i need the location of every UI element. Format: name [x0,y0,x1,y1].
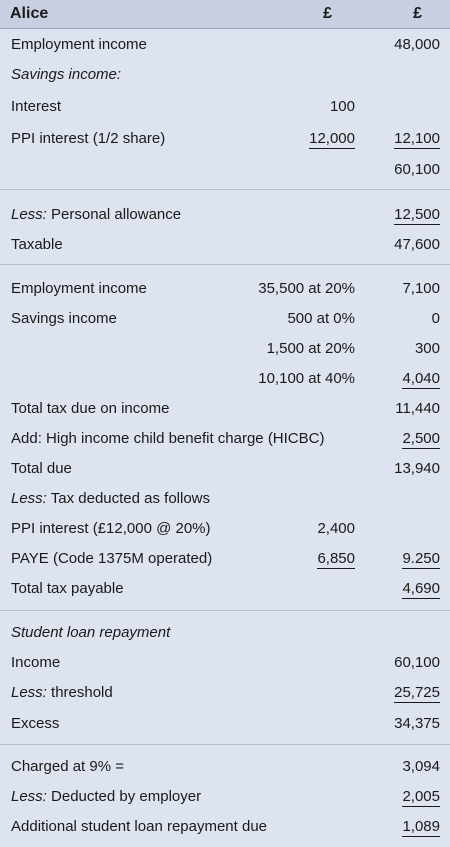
section-divider [0,264,450,265]
row-label: Total tax payable [11,580,124,597]
less-prefix: Less: [11,684,47,701]
row-amount: 48,000 [394,36,440,53]
section-divider [0,610,450,611]
row-label [11,206,181,223]
column-header-mid: £ [323,5,332,22]
row-label: Savings income: [11,66,122,83]
taxpayer-name: Alice [10,5,49,22]
row-label: Excess [11,715,60,732]
row-amount: 7,100 [402,280,440,297]
row-label: Savings income [11,310,117,327]
row-taxable [0,234,450,256]
row-amount: 34,375 [394,715,440,732]
row-amount: 60,100 [394,161,440,178]
row-label: Taxable [11,236,63,253]
row-student-loan-heading [0,622,450,644]
row-label: Student loan repayment [11,624,171,641]
row-label: Employment income [11,280,147,297]
row-label: PPI interest (£12,000 @ 20%) [11,520,211,537]
row-amount: 12,100 [394,130,440,147]
row-mid-amount: 12,000 [309,130,355,147]
row-sl-excess [0,713,450,735]
row-amount: 0 [431,310,440,327]
row-amount: 4,040 [402,370,440,387]
row-amount: 13,940 [394,460,440,477]
row-mid-amount: 1,500 at 20% [266,340,355,357]
row-tax-savings-0 [0,308,450,330]
row-amount: 47,600 [394,236,440,253]
row-sl-income [0,652,450,674]
less-prefix: Less: [11,490,47,507]
row-label: Add: High income child benefit charge (HICBC) [11,430,325,447]
row-sl-threshold [0,682,450,704]
section-divider [0,189,450,190]
row-personal-allowance [0,204,450,226]
row-sl-charged [0,756,450,778]
row-amount: 300 [414,340,440,357]
row-label: Total due [11,460,72,477]
row-ppi-deducted [0,518,450,540]
label-text: Personal allowance [46,206,182,223]
row-label: Additional student loan repayment due [11,818,268,835]
row-tax-savings-40 [0,368,450,390]
row-total-tax-due [0,398,450,420]
less-prefix: Less: [11,206,47,223]
less-prefix: Less: [11,788,47,805]
row-mid-amount: 500 at 0% [287,310,355,327]
row-amount: 12,500 [394,206,440,223]
row-label: Charged at 9% = [11,758,124,775]
row-amount: 60,100 [394,654,440,671]
row-amount: 2,005 [402,788,440,805]
label-text: threshold [46,684,113,701]
row-amount: 11,440 [395,400,440,417]
row-amount: 1,089 [402,818,440,835]
row-mid-amount: 2,400 [317,520,355,537]
row-ppi-interest [0,128,450,150]
row-mid-amount: 6,850 [317,550,355,567]
row-tax-deducted-heading [0,488,450,510]
row-hicbc [0,428,450,450]
row-savings-income-heading [0,64,450,86]
row-amount: 9.250 [402,550,440,567]
row-label [11,490,210,507]
row-tax-savings-20 [0,338,450,360]
row-tax-employment [0,278,450,300]
row-mid-amount: 100 [329,98,355,115]
row-employment-income [0,34,450,56]
row-amount: 2,500 [402,430,440,447]
row-total-due [0,458,450,480]
row-label: Employment income [11,36,147,53]
row-total-tax-payable [0,578,450,600]
row-amount: 4,690 [402,580,440,597]
label-text: Tax deducted as follows [46,490,211,507]
row-mid-amount: 35,500 at 20% [258,280,355,297]
row-sl-deducted [0,786,450,808]
row-interest [0,96,450,118]
row-label: PAYE (Code 1375M operated) [11,550,213,567]
row-subtotal [0,159,450,181]
row-label [11,788,201,805]
row-amount: 3,094 [402,758,440,775]
section-divider [0,744,450,745]
row-sl-additional [0,816,450,838]
column-header-total: £ [413,5,422,22]
row-paye [0,548,450,570]
row-amount: 25,725 [394,684,440,701]
row-label: PPI interest (1/2 share) [11,130,166,147]
row-label: Total tax due on income [11,400,170,417]
label-text: Deducted by employer [46,788,202,805]
table-header [0,0,450,29]
row-mid-amount: 10,100 at 40% [258,370,355,387]
row-label: Interest [11,98,62,115]
row-label: Income [11,654,61,671]
row-label [11,684,113,701]
